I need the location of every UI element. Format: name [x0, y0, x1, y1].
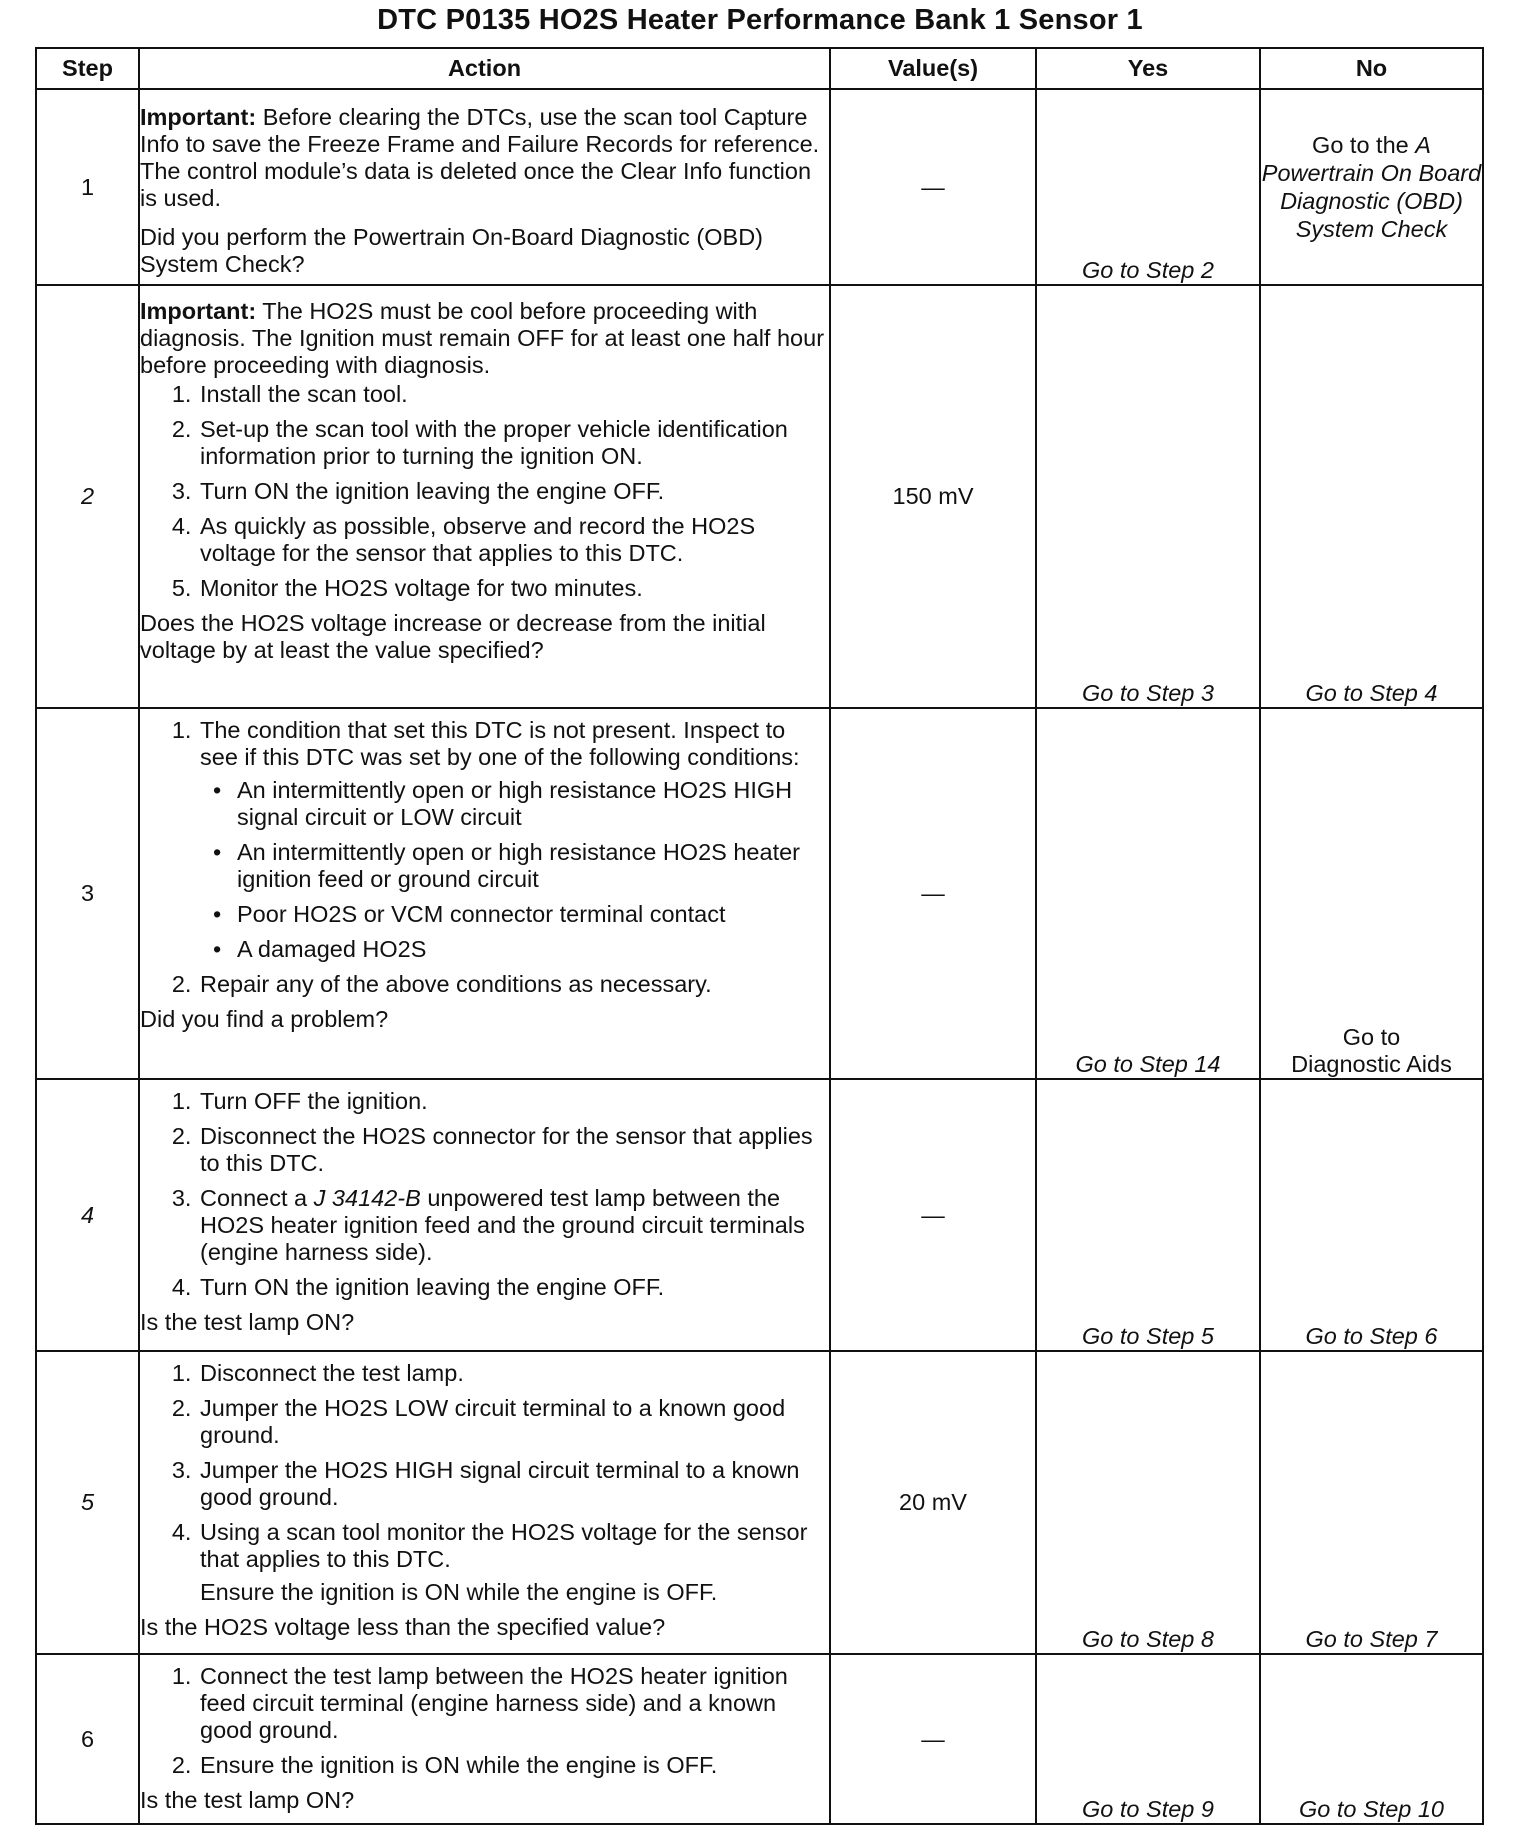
step-number: 5	[36, 1351, 139, 1654]
important-note	[140, 104, 829, 212]
action-cell	[139, 89, 830, 285]
step-question: Does the HO2S voltage increase or decrease from the initial voltage by at least the value specified?	[140, 610, 766, 663]
action-cell	[139, 285, 830, 708]
list-item: 2. Disconnect the HO2S connector for the sensor that applies to this DTC.	[198, 1123, 829, 1177]
list-item-text: Using a scan tool monitor the HO2S voltage for the sensor that applies to this DTC.	[200, 1519, 808, 1572]
important-text: Before clearing the DTCs, use the scan tool Capture Info to save the Freeze Frame and Failure Records for reference. The control module’s data is deleted once the Clear Info function is used.	[140, 104, 820, 211]
no-action[interactable]: Go to Step 6	[1260, 1079, 1483, 1351]
value-cell: —	[830, 1654, 1036, 1824]
list-item: 1. Disconnect the test lamp.	[198, 1360, 829, 1387]
list-item	[198, 717, 829, 963]
important-text: The HO2S must be cool before proceeding with diagnosis. The Ignition must remain OFF for at least one half hour before proceeding with diagnosis.	[140, 298, 825, 378]
yes-action[interactable]: Go to Step 5	[1036, 1079, 1260, 1351]
value-cell: 150 mV	[830, 285, 1036, 708]
step-list	[140, 717, 829, 998]
list-item: 2. Repair any of the above conditions as necessary.	[198, 971, 829, 998]
step-number: 4	[36, 1079, 139, 1351]
step-number: 6	[36, 1654, 139, 1824]
header-values: Value(s)	[830, 48, 1036, 89]
yes-action[interactable]: Go to Step 2	[1036, 89, 1260, 285]
step-list	[140, 381, 829, 602]
action-cell	[139, 708, 830, 1079]
no-action[interactable]	[1260, 708, 1483, 1079]
table-row	[36, 1351, 1483, 1654]
no-action[interactable]: Go to Step 7	[1260, 1351, 1483, 1654]
no-action[interactable]: Go to Step 10	[1260, 1654, 1483, 1824]
value-cell: —	[830, 1079, 1036, 1351]
list-item: 2. Jumper the HO2S LOW circuit terminal to a known good ground.	[198, 1395, 829, 1449]
header-row	[36, 48, 1483, 89]
obd-system-check-link[interactable]: A Powertrain On Board Diagnostic (OBD) System Check	[1261, 132, 1482, 242]
list-item: 2. Set-up the scan tool with the proper vehicle identification information prior to turning the ignition ON.	[198, 416, 829, 470]
table-row	[36, 1079, 1483, 1351]
action-cell	[139, 1351, 830, 1654]
step-question: Is the test lamp ON?	[140, 1787, 355, 1813]
header-yes: Yes	[1036, 48, 1260, 89]
list-item	[198, 1185, 829, 1266]
list-item: 1. Turn OFF the ignition.	[198, 1088, 829, 1115]
list-item: 4. As quickly as possible, observe and record the HO2S voltage for the sensor that applies to this DTC.	[198, 513, 829, 567]
diagnostic-table	[35, 47, 1484, 1825]
tool-number: J 34142-B	[313, 1185, 421, 1211]
header-step: Step	[36, 48, 139, 89]
table-row	[36, 89, 1483, 285]
step-list	[140, 1663, 829, 1779]
bullet-item: • An intermittently open or high resistance HO2S heater ignition feed or ground circuit	[235, 839, 829, 893]
no-action[interactable]: Go to Step 4	[1260, 285, 1483, 708]
list-item	[198, 1519, 829, 1606]
list-item: 2. Ensure the ignition is ON while the engine is OFF.	[198, 1752, 829, 1779]
header-action: Action	[139, 48, 830, 89]
list-item: 4. Turn ON the ignition leaving the engine OFF.	[198, 1274, 829, 1301]
no-action-line1: Go to	[1342, 1024, 1401, 1050]
step-question: Did you find a problem?	[140, 1006, 389, 1032]
step-number: 1	[36, 89, 139, 285]
ignition-note: Ensure the ignition is ON while the engine is OFF.	[200, 1579, 718, 1605]
list-item-text: Connect a	[200, 1185, 314, 1211]
yes-action[interactable]: Go to Step 3	[1036, 285, 1260, 708]
table-row	[36, 285, 1483, 708]
table-row	[36, 708, 1483, 1079]
header-no: No	[1260, 48, 1483, 89]
yes-action[interactable]: Go to Step 14	[1036, 708, 1260, 1079]
condition-list	[200, 777, 829, 963]
bullet-item: • Poor HO2S or VCM connector terminal contact	[235, 901, 829, 928]
list-item: 1. Install the scan tool.	[198, 381, 829, 408]
value-cell: —	[830, 708, 1036, 1079]
step-number: 2	[36, 285, 139, 708]
step-question: Did you perform the Powertrain On-Board Diagnostic (OBD) System Check?	[140, 224, 763, 277]
important-label: Important:	[140, 104, 257, 130]
yes-action[interactable]: Go to Step 8	[1036, 1351, 1260, 1654]
action-cell	[139, 1654, 830, 1824]
list-item: 3. Jumper the HO2S HIGH signal circuit terminal to a known good ground.	[198, 1457, 829, 1511]
table-row	[36, 1654, 1483, 1824]
value-cell: —	[830, 89, 1036, 285]
value-cell: 20 mV	[830, 1351, 1036, 1654]
list-item-text: unpowered test lamp between the HO2S heater ignition feed and the ground circuit terminals (engine harness side).	[200, 1185, 805, 1265]
step-question: Is the HO2S voltage less than the specified value?	[140, 1614, 666, 1640]
list-item: 1. Connect the test lamp between the HO2S heater ignition feed circuit terminal (engine harness side) and a known good ground.	[198, 1663, 829, 1744]
list-item: 3. Turn ON the ignition leaving the engine OFF.	[198, 478, 829, 505]
important-note	[140, 298, 829, 379]
list-item-text: The condition that set this DTC is not present. Inspect to see if this DTC was set by one of the following conditions:	[200, 717, 800, 770]
important-label: Important:	[140, 298, 257, 324]
no-action[interactable]	[1260, 89, 1483, 285]
step-number: 3	[36, 708, 139, 1079]
page-title: DTC P0135 HO2S Heater Performance Bank 1 Sensor 1	[377, 4, 1143, 36]
step-question: Is the test lamp ON?	[140, 1309, 355, 1335]
diagnostic-aids-link[interactable]: Diagnostic Aids	[1291, 1051, 1452, 1077]
bullet-item: • An intermittently open or high resistance HO2S HIGH signal circuit or LOW circuit	[235, 777, 829, 831]
step-list	[140, 1088, 829, 1301]
step-list	[140, 1360, 829, 1606]
bullet-item: • A damaged HO2S	[235, 936, 829, 963]
yes-action[interactable]: Go to Step 9	[1036, 1654, 1260, 1824]
list-item: 5. Monitor the HO2S voltage for two minutes.	[198, 575, 829, 602]
action-cell	[139, 1079, 830, 1351]
no-action-prefix: Go to the	[1312, 132, 1416, 158]
